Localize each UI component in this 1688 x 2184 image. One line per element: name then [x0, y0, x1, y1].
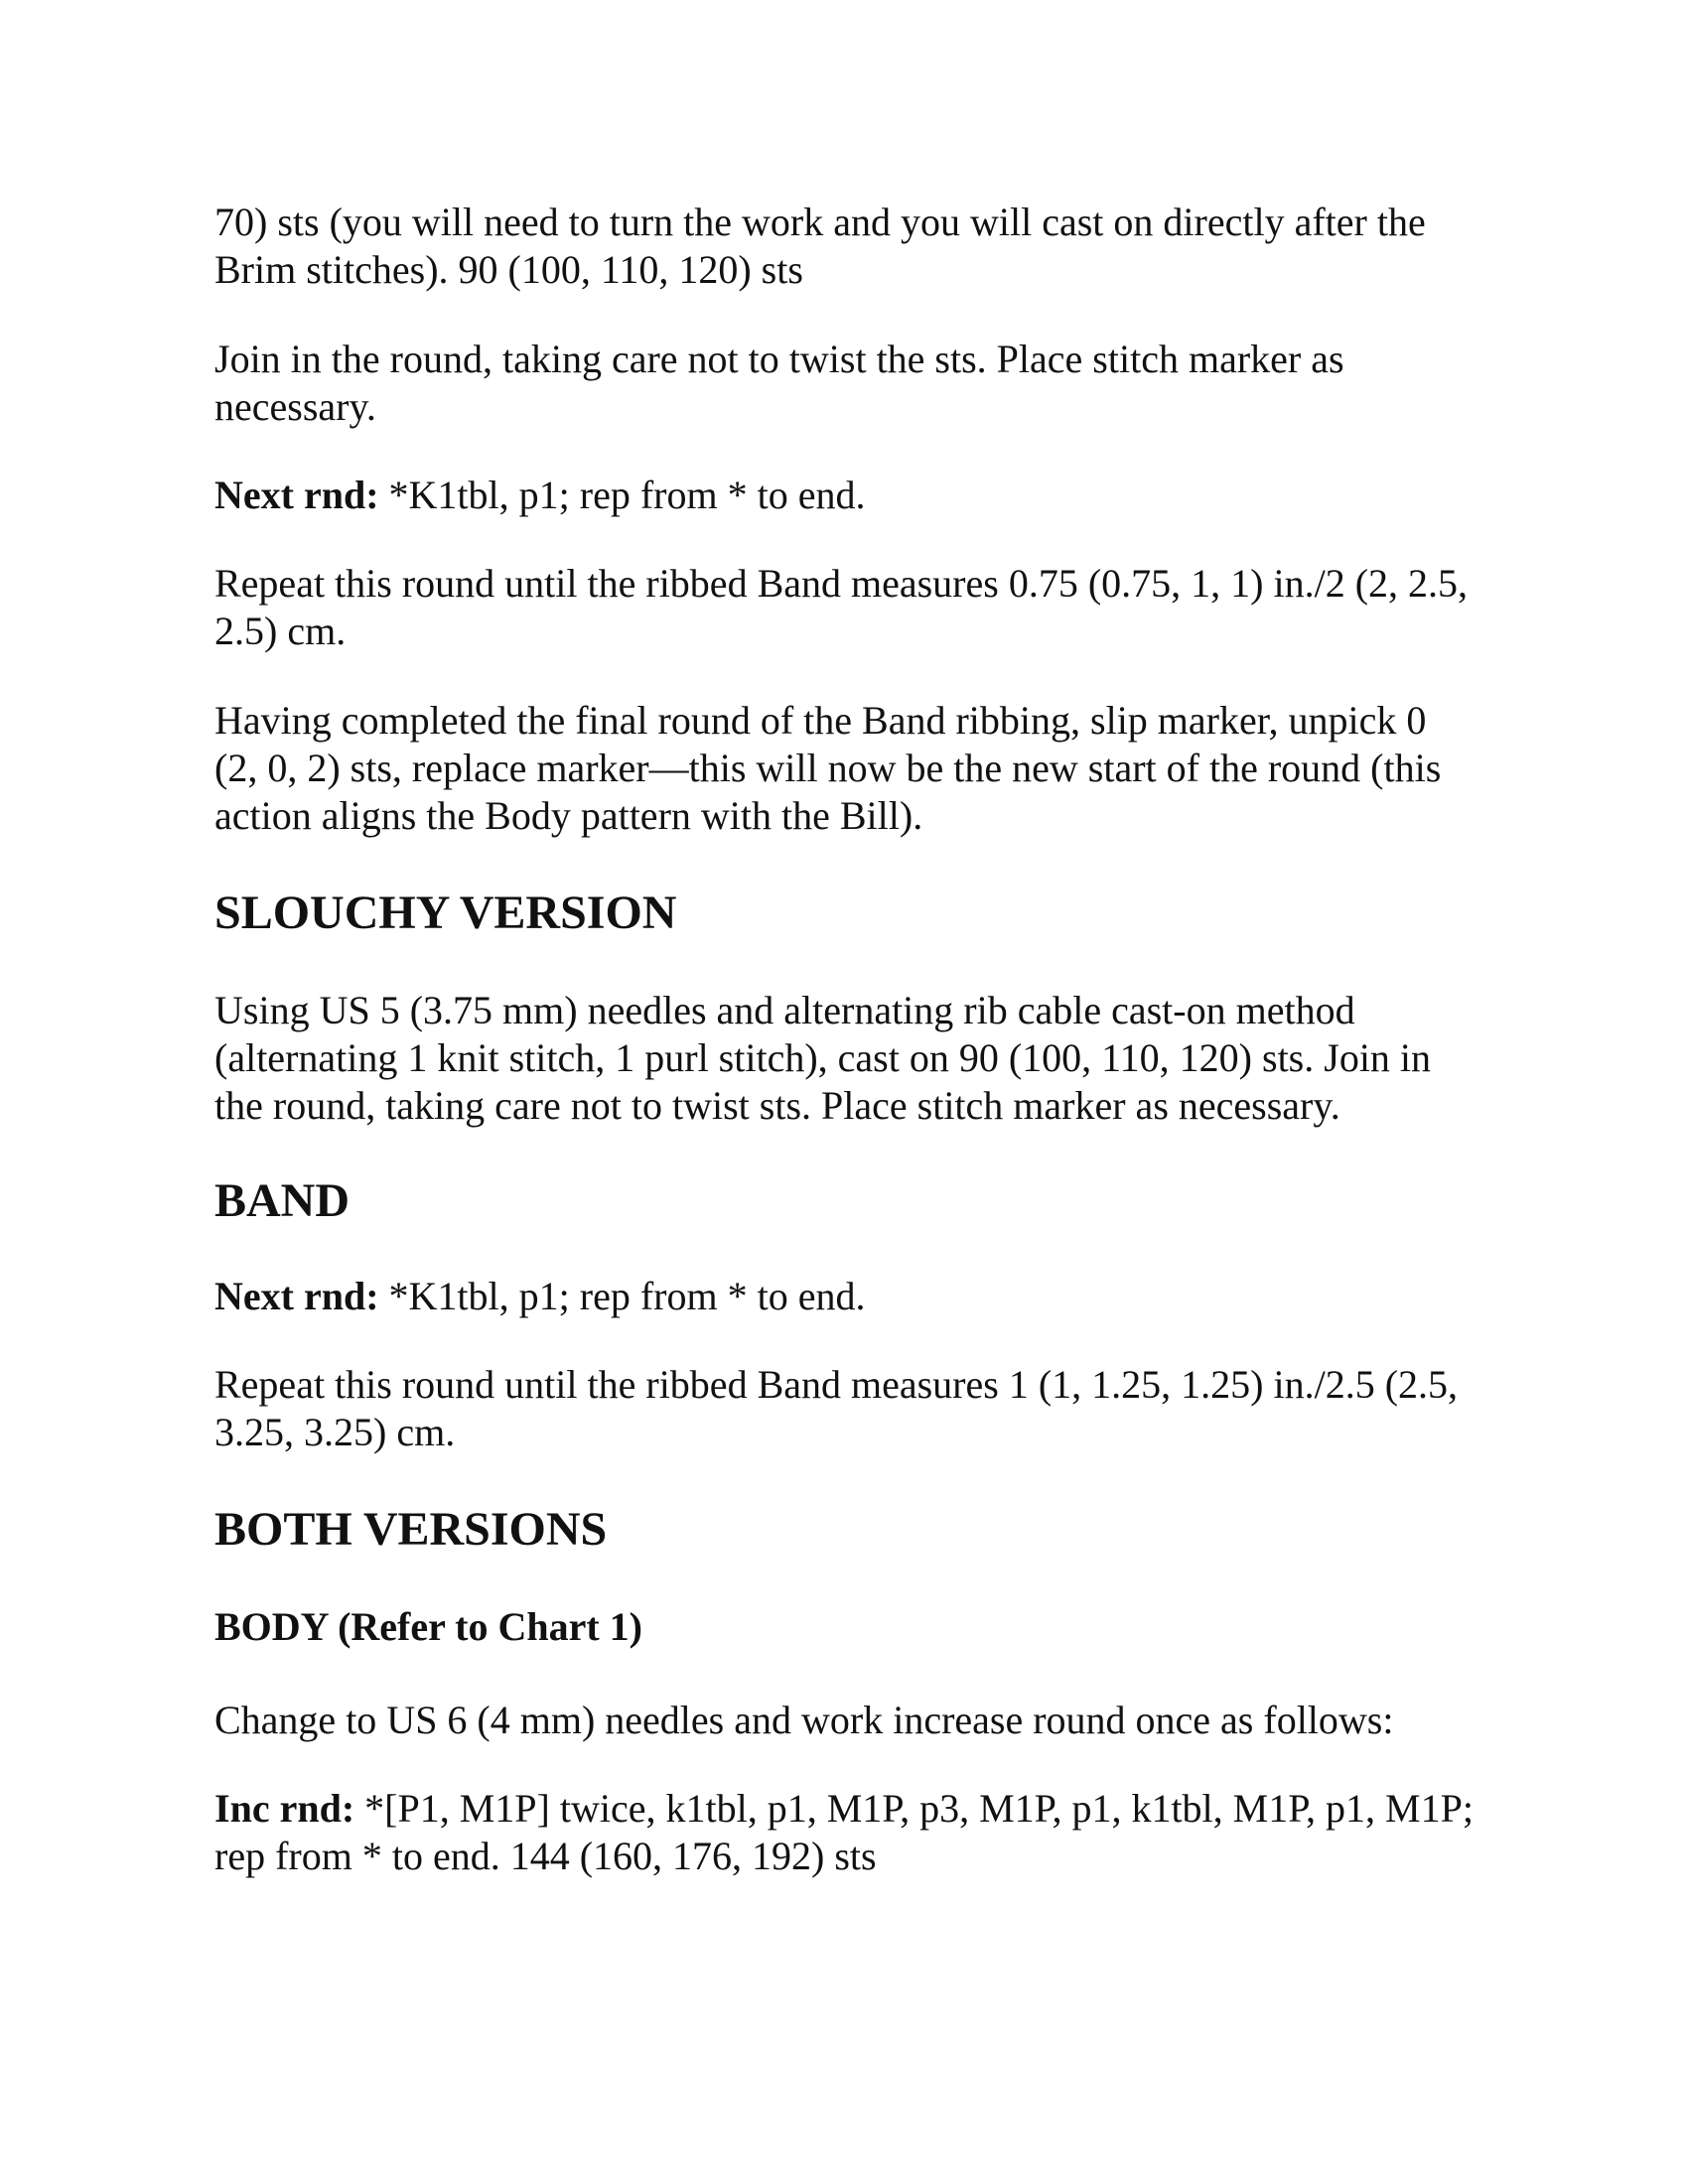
instruction-label: Next rnd:	[214, 1274, 379, 1318]
next-round-instruction	[214, 1273, 1476, 1320]
instruction-label: Inc rnd:	[214, 1786, 355, 1831]
brim-continuation-paragraph	[214, 199, 1476, 294]
document-page	[214, 199, 1476, 1880]
subsection-heading-body: BODY (Refer to Chart 1)	[214, 1604, 642, 1649]
instruction-label: Next rnd:	[214, 473, 379, 517]
paragraph-text: Join in the round, taking care not to twist the sts. Place stitch marker as necessary.	[214, 337, 1344, 429]
section-heading-slouchy-version: SLOUCHY VERSION	[214, 887, 677, 939]
paragraph-text: Having completed the final round of the Band ribbing, slip marker, unpick 0 (2, 0, 2) sts, replace marker—this will now be the new start of the round (this action aligns the Body pattern with the Bill).	[214, 698, 1442, 838]
slouchy-cast-on-paragraph	[214, 987, 1476, 1130]
instruction-text: *K1tbl, p1; rep from * to end.	[378, 1274, 866, 1318]
paragraph-text: Using US 5 (3.75 mm) needles and alternating rib cable cast-on method (alternating 1 knit stitch, 1 purl stitch), cast on 90 (100, 110, 120) sts. Join in the round, taking care not to twist sts. Place stitch marker as necessary.	[214, 988, 1432, 1128]
section-heading-both-versions: BOTH VERSIONS	[214, 1503, 608, 1556]
needle-change-paragraph	[214, 1697, 1476, 1744]
next-round-instruction	[214, 472, 1476, 519]
band-finish-paragraph	[214, 697, 1476, 840]
increase-round-instruction	[214, 1785, 1476, 1880]
instruction-text: *[P1, M1P] twice, k1tbl, p1, M1P, p3, M1P, p1, k1tbl, M1P, p1, M1P; rep from * to end. 144 (160, 176, 192) sts	[214, 1786, 1474, 1878]
section-heading-band: BAND	[214, 1174, 351, 1227]
paragraph-text: Change to US 6 (4 mm) needles and work increase round once as follows:	[214, 1698, 1394, 1742]
paragraph-text: Repeat this round until the ribbed Band measures 0.75 (0.75, 1, 1) in./2 (2, 2.5, 2.5) cm.	[214, 561, 1469, 653]
band-measure-paragraph	[214, 1361, 1476, 1456]
join-round-paragraph	[214, 336, 1476, 431]
paragraph-text: 70) sts (you will need to turn the work and you will cast on directly after the Brim stitches). 90 (100, 110, 120) sts	[214, 200, 1426, 292]
instruction-text: *K1tbl, p1; rep from * to end.	[378, 473, 866, 517]
paragraph-text: Repeat this round until the ribbed Band measures 1 (1, 1.25, 1.25) in./2.5 (2.5, 3.25, 3.25) cm.	[214, 1362, 1459, 1454]
band-measure-paragraph	[214, 560, 1476, 655]
